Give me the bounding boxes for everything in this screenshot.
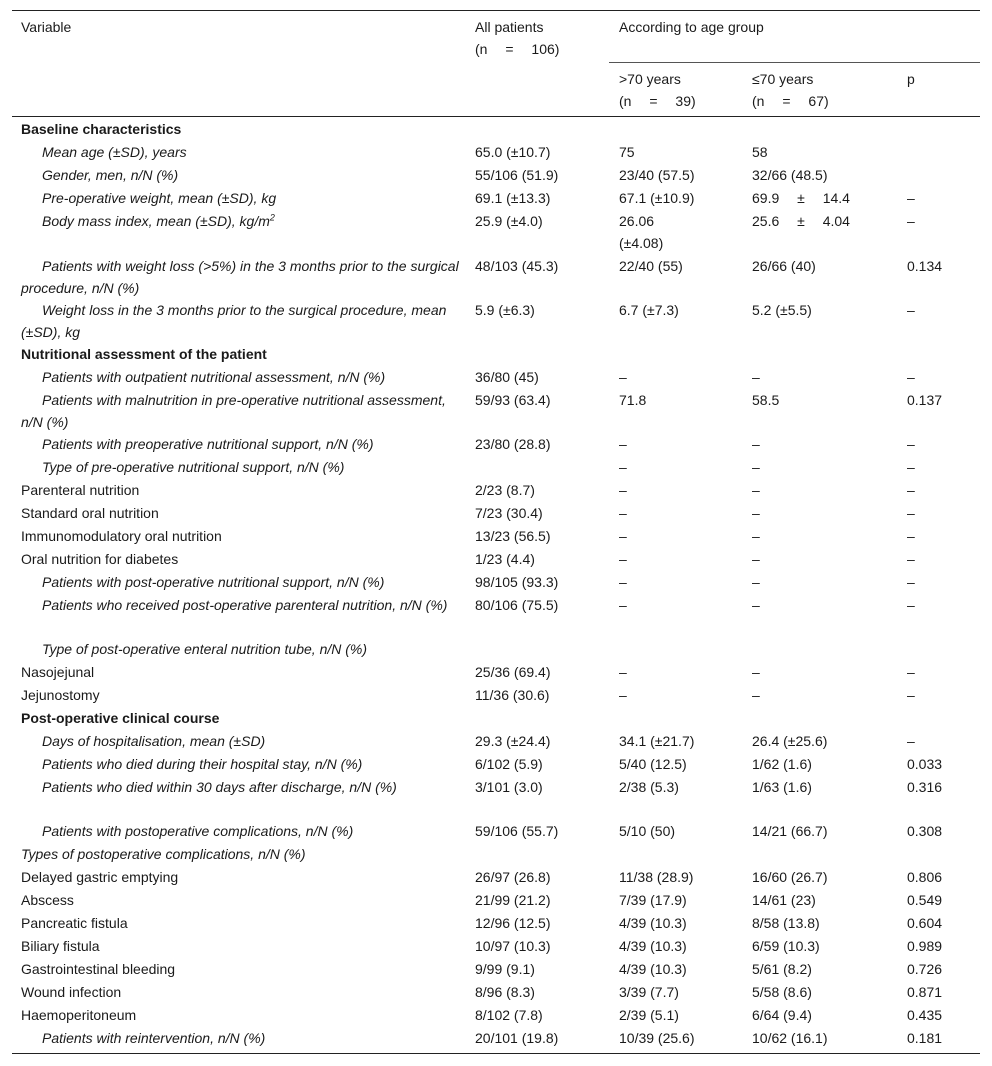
row-le70: 14/21 (66.7)	[752, 823, 828, 839]
row-le70: 1/63 (1.6)	[752, 779, 812, 795]
row-gt70: 2/38 (5.3)	[619, 779, 679, 795]
row-all: 59/106 (55.7)	[475, 823, 559, 839]
row-all: 55/106 (51.9)	[475, 167, 559, 183]
row-label: Patients who died during their hospital stay, n/N (%)	[42, 756, 363, 772]
row-label: Standard oral nutrition	[21, 505, 159, 521]
row-gt70: 5/40 (12.5)	[619, 756, 687, 772]
header-all-patients	[475, 16, 559, 60]
row-label: Mean age (±SD), years	[42, 144, 187, 160]
row-le70: 6/59 (10.3)	[752, 938, 820, 954]
row-all: 80/106 (75.5)	[475, 597, 559, 613]
row-p: 0.435	[907, 1007, 943, 1023]
row-gt70: 7/39 (17.9)	[619, 892, 687, 908]
bmi-gt70-line2: (±4.08)	[619, 235, 664, 251]
row-label: Patients with outpatient nutritional assessment, n/N (%)	[42, 369, 386, 385]
row-p: –	[907, 190, 915, 206]
row-label: Wound infection	[21, 984, 122, 1000]
row-p: –	[907, 482, 915, 498]
row-gt70: –	[619, 664, 627, 680]
row-le70: –	[752, 551, 760, 567]
row-label: Delayed gastric emptying	[21, 869, 179, 885]
table-bottom-rule	[12, 1053, 980, 1054]
row-all: 11/36 (30.6)	[475, 687, 550, 703]
row-gt70: 71.8	[619, 392, 647, 408]
row-le70: 16/60 (26.7)	[752, 869, 828, 885]
row-le70: 10/62 (16.1)	[752, 1030, 828, 1046]
row-all: 20/101 (19.8)	[475, 1030, 559, 1046]
row-le70: –	[752, 664, 760, 680]
row-gt70: 75	[619, 144, 635, 160]
bmi-gt70-line1: 26.06	[619, 213, 655, 229]
row-p: –	[907, 551, 915, 567]
row-all: 29.3 (±24.4)	[475, 733, 551, 749]
row-gt70: 4/39 (10.3)	[619, 915, 687, 931]
row-label: Patients with post-operative nutritional support, n/N (%)	[42, 574, 385, 590]
row-label: Oral nutrition for diabetes	[21, 551, 179, 567]
row-le70: 1/62 (1.6)	[752, 756, 812, 772]
row-all: 3/101 (3.0)	[475, 779, 543, 795]
row-p: 0.033	[907, 756, 943, 772]
row-label: Jejunostomy	[21, 687, 100, 703]
row-all: 13/23 (56.5)	[475, 528, 551, 544]
row-all: 98/105 (93.3)	[475, 574, 559, 590]
row-le70: 26/66 (40)	[752, 258, 816, 274]
row-all: 7/23 (30.4)	[475, 505, 543, 521]
row-le70: –	[752, 459, 760, 475]
row-p: –	[907, 459, 915, 475]
row-gt70: –	[619, 369, 627, 385]
row-le70: 14/61 (23)	[752, 892, 816, 908]
row-all: 23/80 (28.8)	[475, 436, 551, 452]
row-label	[21, 210, 461, 232]
row-le70: 26.4 (±25.6)	[752, 733, 828, 749]
row-all: 12/96 (12.5)	[475, 915, 551, 931]
row-p: –	[907, 597, 915, 613]
row-p: –	[907, 213, 915, 229]
row-all: 6/102 (5.9)	[475, 756, 543, 772]
row-le70: –	[752, 687, 760, 703]
header-bottom-rule	[12, 116, 980, 117]
row-gt70: –	[619, 482, 627, 498]
row-label: Patients who received post-operative parenteral nutrition, n/N (%)	[42, 597, 448, 613]
row-all: 65.0 (±10.7)	[475, 144, 551, 160]
row-label: Nasojejunal	[21, 664, 95, 680]
row-p: 0.316	[907, 779, 943, 795]
row-label: Patients with reintervention, n/N (%)	[42, 1030, 266, 1046]
header-le70-line2: (n = 67)	[752, 93, 829, 109]
row-label: Haemoperitoneum	[21, 1007, 137, 1023]
row-label: Gender, men, n/N (%)	[42, 167, 179, 183]
row-le70: 25.6 ± 4.04	[752, 213, 850, 229]
row-gt70: 34.1 (±21.7)	[619, 733, 695, 749]
row-gt70: 6.7 (±7.3)	[619, 302, 679, 318]
header-variable: Variable	[21, 19, 72, 35]
header-le70-line1: ≤70 years	[752, 71, 814, 87]
row-le70: 32/66 (48.5)	[752, 167, 828, 183]
row-all: 1/23 (4.4)	[475, 551, 535, 567]
row-gt70: –	[619, 436, 627, 452]
row-le70: 5.2 (±5.5)	[752, 302, 812, 318]
row-all: 8/102 (7.8)	[475, 1007, 543, 1023]
section-postop: Post-operative clinical course	[21, 710, 220, 726]
row-p: 0.308	[907, 823, 943, 839]
row-le70: 5/58 (8.6)	[752, 984, 812, 1000]
row-label: Gastrointestinal bleeding	[21, 961, 176, 977]
section-nutrition: Nutritional assessment of the patient	[21, 346, 267, 362]
row-label: Patients who died within 30 days after discharge, n/N (%)	[42, 779, 397, 795]
header-all-line2: (n = 106)	[475, 41, 560, 57]
row-label: Pancreatic fistula	[21, 915, 128, 931]
row-gt70: 4/39 (10.3)	[619, 938, 687, 954]
row-label: Immunomodulatory oral nutrition	[21, 528, 222, 544]
row-p: –	[907, 369, 915, 385]
row-le70: –	[752, 482, 760, 498]
row-p: 0.726	[907, 961, 943, 977]
row-gt70: –	[619, 528, 627, 544]
row-gt70: 11/38 (28.9)	[619, 869, 694, 885]
row-gt70	[619, 210, 663, 254]
row-all: 2/23 (8.7)	[475, 482, 535, 498]
row-p: –	[907, 687, 915, 703]
section-baseline: Baseline characteristics	[21, 121, 182, 137]
row-label: Patients with preoperative nutritional support, n/N (%)	[42, 436, 374, 452]
row-label: Types of postoperative complications, n/N (%)	[21, 846, 306, 862]
row-all: 48/103 (45.3)	[475, 258, 559, 274]
row-p: –	[907, 664, 915, 680]
bmi-label-superscript: 2	[269, 212, 275, 223]
row-gt70: –	[619, 687, 627, 703]
row-le70: 6/64 (9.4)	[752, 1007, 812, 1023]
header-le70	[752, 68, 829, 112]
row-all: 25/36 (69.4)	[475, 664, 551, 680]
row-p: –	[907, 302, 915, 318]
row-all: 21/99 (21.2)	[475, 892, 551, 908]
row-gt70: 5/10 (50)	[619, 823, 676, 839]
row-le70: 5/61 (8.2)	[752, 961, 812, 977]
row-gt70: 4/39 (10.3)	[619, 961, 687, 977]
row-le70: –	[752, 597, 760, 613]
row-p: –	[907, 436, 915, 452]
row-p: 0.604	[907, 915, 943, 931]
row-le70: –	[752, 505, 760, 521]
row-p: 0.989	[907, 938, 943, 954]
header-gt70-line1: >70 years	[619, 71, 681, 87]
row-le70: –	[752, 436, 760, 452]
row-all: 9/99 (9.1)	[475, 961, 535, 977]
header-all-line1: All patients	[475, 19, 544, 35]
row-le70: 58.5	[752, 392, 780, 408]
row-all: 25.9 (±4.0)	[475, 213, 543, 229]
row-p: 0.806	[907, 869, 943, 885]
header-age-group: According to age group	[619, 19, 764, 35]
row-gt70: –	[619, 505, 627, 521]
header-gt70	[619, 68, 696, 112]
row-all: 10/97 (10.3)	[475, 938, 551, 954]
row-p: 0.137	[907, 392, 943, 408]
header-gt70-line2: (n = 39)	[619, 93, 696, 109]
row-all: 69.1 (±13.3)	[475, 190, 551, 206]
row-all: 36/80 (45)	[475, 369, 539, 385]
row-gt70: 23/40 (57.5)	[619, 167, 695, 183]
table-top-rule	[12, 10, 980, 11]
row-label: Parenteral nutrition	[21, 482, 140, 498]
row-le70: –	[752, 574, 760, 590]
row-le70: 8/58 (13.8)	[752, 915, 820, 931]
row-le70: 69.9 ± 14.4	[752, 190, 850, 206]
row-p: 0.549	[907, 892, 943, 908]
row-gt70: 22/40 (55)	[619, 258, 683, 274]
row-all: 59/93 (63.4)	[475, 392, 551, 408]
row-gt70: 3/39 (7.7)	[619, 984, 679, 1000]
row-le70: –	[752, 369, 760, 385]
row-gt70: 67.1 (±10.9)	[619, 190, 695, 206]
row-gt70: 2/39 (5.1)	[619, 1007, 679, 1023]
row-all: 26/97 (26.8)	[475, 869, 551, 885]
row-p: –	[907, 505, 915, 521]
row-p: 0.871	[907, 984, 943, 1000]
row-label: Biliary fistula	[21, 938, 100, 954]
row-p: –	[907, 733, 915, 749]
age-group-rule	[609, 62, 980, 63]
row-label: Abscess	[21, 892, 74, 908]
row-p: –	[907, 528, 915, 544]
row-label: Patients with malnutrition in pre-operative nutritional assessment, n/N (%)	[21, 392, 446, 430]
row-label: Patients with weight loss (>5%) in the 3 months prior to the surgical procedure, n/N (%)	[21, 258, 459, 296]
row-gt70: –	[619, 574, 627, 590]
row-p: –	[907, 574, 915, 590]
row-label: Weight loss in the 3 months prior to the surgical procedure, mean (±SD), kg	[21, 302, 447, 340]
bmi-label-text: Body mass index, mean (±SD), kg/m	[42, 213, 270, 229]
row-label: Pre-operative weight, mean (±SD), kg	[42, 190, 277, 206]
row-gt70: 10/39 (25.6)	[619, 1030, 695, 1046]
row-p: 0.181	[907, 1030, 943, 1046]
row-gt70: –	[619, 597, 627, 613]
row-label: Type of pre-operative nutritional support, n/N (%)	[42, 459, 345, 475]
row-gt70: –	[619, 459, 627, 475]
row-label: Days of hospitalisation, mean (±SD)	[42, 733, 266, 749]
row-le70: –	[752, 528, 760, 544]
row-all: 8/96 (8.3)	[475, 984, 535, 1000]
row-all: 5.9 (±6.3)	[475, 302, 535, 318]
row-le70: 58	[752, 144, 768, 160]
row-label: Type of post-operative enteral nutrition tube, n/N (%)	[42, 641, 368, 657]
row-label: Patients with postoperative complications, n/N (%)	[42, 823, 354, 839]
header-p: p	[907, 71, 915, 87]
row-gt70: –	[619, 551, 627, 567]
row-p: 0.134	[907, 258, 943, 274]
